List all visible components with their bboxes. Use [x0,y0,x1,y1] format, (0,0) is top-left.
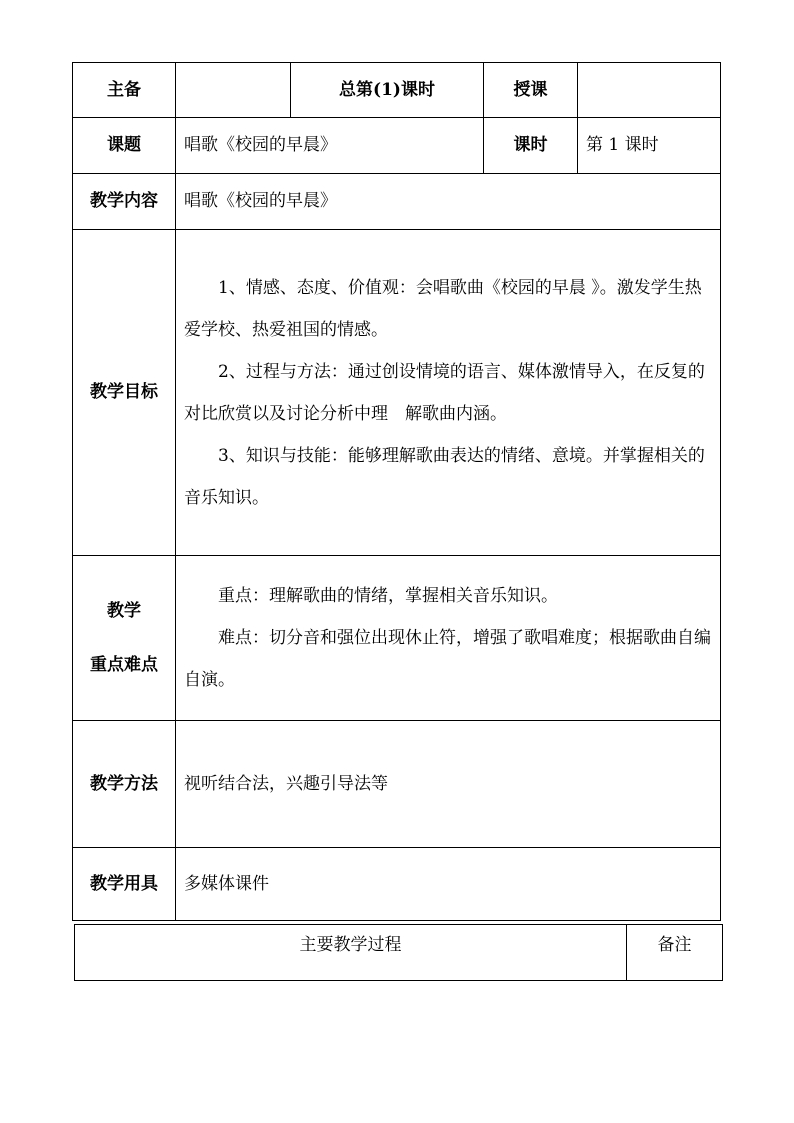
method-value: 视听结合法，兴趣引导法等 [176,721,721,848]
goal-item-3: 3、知识与技能：能够理解歌曲表达的情绪、意境。并掌握相关的音乐知识。 [184,445,705,508]
tools-label: 教学用具 [73,848,176,921]
content-label: 教学内容 [73,174,176,230]
process-note: 备注 [627,925,723,981]
zhubei-label: 主备 [73,63,176,118]
shouke-label: 授课 [484,63,578,118]
lesson-plan-table [72,62,721,921]
tools-row [73,848,721,921]
goal-item-1: 1、情感、态度、价值观：会唱歌曲《校园的早晨 》。激发学生热爱学校、热爱祖国的情感。 [184,277,702,340]
key-points-label-line2: 重点难点 [90,655,158,675]
period-value: 第 1 课时 [578,118,721,174]
key-points-row [73,556,721,721]
goals-cell [176,230,721,556]
method-label: 教学方法 [73,721,176,848]
key-points-cell [176,556,721,721]
teaching-process-table [74,924,723,981]
key-points-label-line1: 教学 [107,601,141,621]
header-row [73,63,721,118]
topic-value: 唱歌《校园的早晨》 [176,118,484,174]
goal-item-2: 2、过程与方法：通过创设情境的语言、媒体激情导入，在反复的对比欣赏以及讨论分析中理 解歌曲内涵。 [184,361,705,424]
method-row [73,721,721,848]
content-row [73,174,721,230]
process-title: 主要教学过程 [75,925,627,981]
difficulty-text: 难点：切分音和强位出现休止符，增强了歌唱难度；根据歌曲自编自演。 [184,628,711,690]
content-value: 唱歌《校园的早晨》 [176,174,721,230]
topic-row [73,118,721,174]
shouke-value [578,63,721,118]
period-label: 课时 [484,118,578,174]
topic-label: 课题 [73,118,176,174]
total-lessons-label: 总第(1)课时 [291,63,484,118]
zhubei-value [176,63,291,118]
key-point-text: 重点：理解歌曲的情绪，掌握相关音乐知识。 [218,586,558,606]
key-points-label [73,556,176,721]
goals-row [73,230,721,556]
process-header-row [75,925,723,981]
goals-label: 教学目标 [73,230,176,556]
tools-value: 多媒体课件 [176,848,721,921]
